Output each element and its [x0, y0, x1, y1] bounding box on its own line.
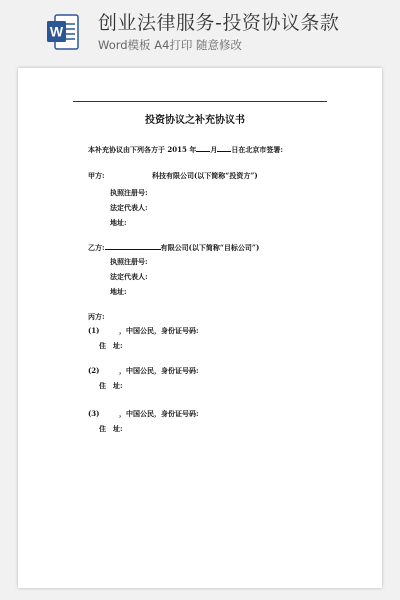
person-desc: ，中国公民，身份证号码: — [119, 366, 199, 375]
person-number: (1) — [88, 326, 100, 335]
document-page — [18, 68, 382, 588]
header-rule — [73, 101, 327, 102]
template-header — [0, 0, 400, 62]
document-title: 投资协议之补充协议书 — [145, 115, 245, 126]
person-desc: ，中国公民，身份证号码: — [119, 326, 199, 335]
party-a-field: 执照注册号: — [110, 188, 148, 197]
party-a-name: 科技有限公司(以下简称“投资方”) — [152, 171, 258, 180]
party-b-label: 乙方: 有限公司(以下简称“目标公司”) — [88, 243, 260, 252]
party-a-field: 地址: — [110, 218, 127, 227]
intro-line: 本补充协议由下列各方于 2015 年 月 日在北京市签署: — [88, 145, 283, 154]
party-a-field: 法定代表人: — [110, 203, 148, 212]
party-b-field: 执照注册号: — [110, 257, 148, 266]
person-address: 住 址: — [99, 341, 123, 350]
page-subtitle: Word模板 A4打印 随意修改 — [98, 38, 243, 52]
person-number: (2) — [88, 366, 100, 375]
person-number: (3) — [88, 409, 100, 418]
party-b-field: 法定代表人: — [110, 272, 148, 281]
party-a-label: 甲方: — [88, 171, 105, 180]
svg-text:W: W — [49, 23, 64, 40]
person-desc: ，中国公民，身份证号码: — [119, 409, 199, 418]
person-address: 住 址: — [99, 424, 123, 433]
word-icon — [47, 14, 79, 50]
person-address: 住 址: — [99, 381, 123, 390]
party-b-field: 地址: — [110, 287, 127, 296]
party-c-label: 丙方: — [88, 312, 105, 321]
page-title: 创业法律服务-投资协议条款 — [98, 12, 340, 34]
